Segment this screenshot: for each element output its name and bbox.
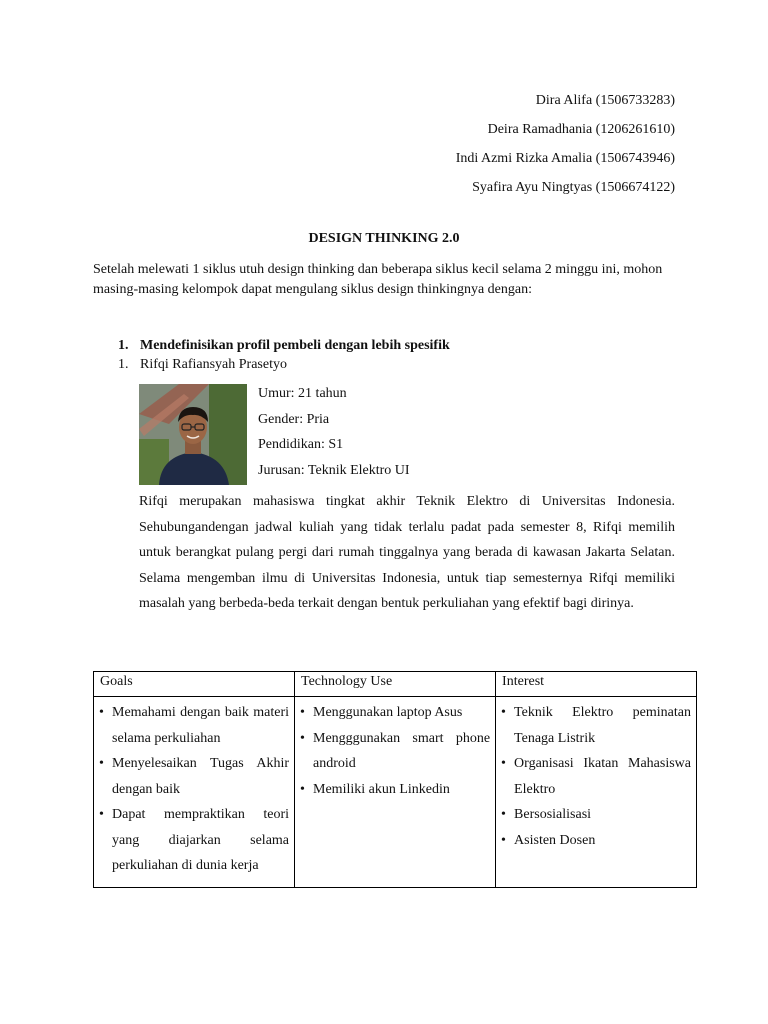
author-name: Deira Ramadhania (1206261610) [487,122,675,137]
table-header-row [94,672,697,697]
list-item: • Teknik Elektro peminatan Tenaga Listrik [501,700,691,751]
section-heading-text: Mendefinisikan profil pembeli dengan lebih spesifik [140,338,450,353]
list-item: • Menggunakan laptop Asus [300,700,490,726]
table-row [94,697,697,888]
interest-list [501,700,691,853]
list-item: • Memiliki akun Linkedin [300,777,490,803]
persona-description: Rifqi merupakan mahasiswa tingkat akhir Teknik Elektro di Universitas Indonesia. Sehubungandengan jadwal kuliah yang tidak terlalu padat pada semester 8, Rifqi memilih untuk berangkat pulang pergi dari rumah tinggalnya yang berada di kawasan Jakarta Selatan. Selama mengemban ilmu di Universitas Indonesia, untuk tiap semesternya Rifqi memiliki masalah yang berbeda-beda terkait dengan bentuk perkuliahan yang efektif bagi dirinya. [139,494,675,611]
persona-name: Rifqi Rafiansyah Prasetyo [140,357,287,372]
list-item: • Mengggunakan smart phone android [300,726,490,777]
persona-number: 1. [118,357,129,372]
technology-cell [295,697,496,888]
header-interest: Interest [496,672,697,697]
persona-education: Pendidikan: S1 [258,437,344,452]
list-item: • Memahami dengan baik materi selama perkuliahan [99,700,289,751]
list-item: • Menyelesaikan Tugas Akhir dengan baik [99,751,289,802]
persona-details [258,381,410,483]
list-item: • Bersosialisasi [501,802,691,828]
persona-name-line [118,357,287,373]
technology-list [300,700,490,802]
goals-list [99,700,289,879]
header-technology-use: Technology Use [295,672,496,697]
section-number: 1. [118,338,129,353]
author-name: Indi Azmi Rizka Amalia (1506743946) [455,151,675,166]
list-item: • Asisten Dosen [501,828,691,854]
persona-age: Umur: 21 tahun [258,386,347,401]
section-heading [118,338,450,354]
persona-gender: Gender: Pria [258,411,330,427]
person-portrait-icon [139,384,247,485]
author-name: Syafira Ayu Ningtyas (1506674122) [472,180,675,195]
list-item: • Dapat mempraktikan teori yang diajarkan selama perkuliahan di dunia kerja [99,802,289,879]
author-list [456,86,675,202]
document-title: DESIGN THINKING 2.0 [308,231,460,246]
persona-major: Jurusan: Teknik Elektro UI [258,462,410,478]
header-goals: Goals [94,672,295,697]
author-name: Dira Alifa (1506733283) [535,93,675,108]
interest-cell [496,697,697,888]
intro-paragraph: Setelah melewati 1 siklus utuh design thinking dan beberapa siklus kecil selama 2 minggu ini, mohon masing-masing kelompok dapat mengulang siklus design thinkingnya dengan: [93,262,663,297]
persona-photo [139,384,247,485]
persona-table [93,671,697,888]
list-item: • Organisasi Ikatan Mahasiswa Elektro [501,751,691,802]
goals-cell [94,697,295,888]
